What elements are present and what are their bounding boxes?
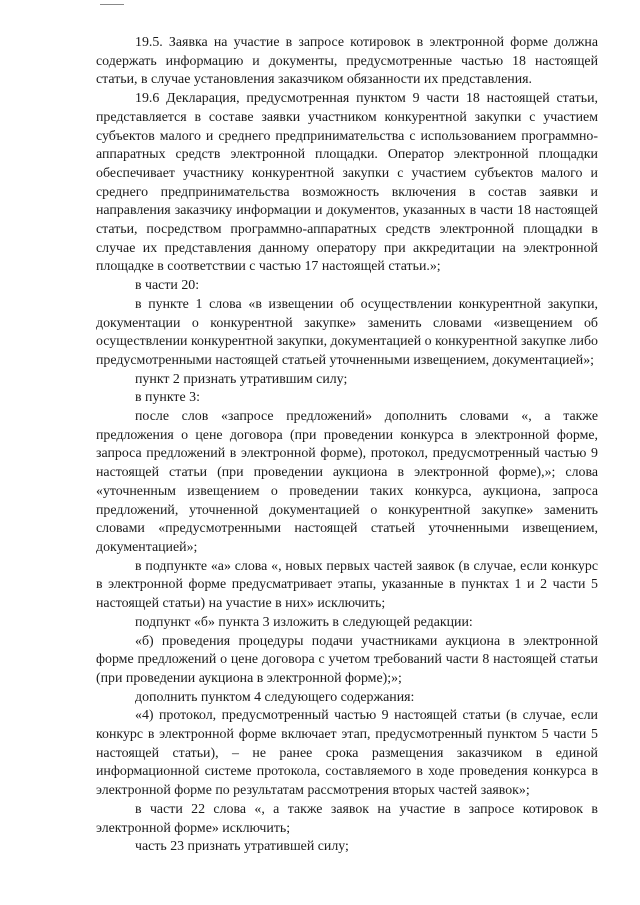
paragraph-19-5: 19.5. Заявка на участие в запросе котировок в электронной форме должна содержать информацию и документы, предусмотренные частью 18 настоящей статьи, в случае установления заказчиком обязанности их представления. [96, 35, 598, 88]
paragraph-item-4-text: «4) протокол, предусмотренный частью 9 настоящей статьи (в случае, если конкурс в электронной форме включает этап, предусмотренный пунктом 5 части 5 настоящей статьи), – не ранее срока размещения заказчиком в единой информационной системе протокола, составляемого в ходе проведения конкурса в электронной форме по результатам рассмотрения вторых частей заявок»; [96, 708, 598, 799]
paragraph-item-2: пункт 2 признать утратившим силу; [135, 371, 348, 387]
paragraph-part-20: в части 20: [135, 278, 200, 294]
paragraph-subitem-b-text: «б) проведения процедуры подачи участниками аукциона в электронной форме предложений о цене договора с учетом требований части 8 настоящей статьи (при проведении аукциона в электронной форме);»; [96, 633, 598, 686]
scan-mark [100, 4, 124, 5]
document-page [96, 34, 598, 857]
paragraph-item-1: в пункте 1 слова «в извещении об осуществлении конкурентной закупки, документации о конкурентной закупке» заменить словами «извещением об осуществлении конкурентной закупки, документацией о конкурентной закупке либо предусмотренными настоящей статьей уточненными извещением, документацией»; [96, 296, 598, 368]
paragraph-item-3: в пункте 3: [135, 390, 200, 406]
paragraph-subitem-b-intro: подпункт «б» пункта 3 изложить в следующей редакции: [135, 614, 473, 630]
paragraph-after-words: после слов «запросе предложений» дополнить словами «, а также предложения о цене договора (при проведении конкурса в электронной форме, запроса предложений в электронной форме), протокол, предусмотренный частью 9 настоящей статьи (при проведении аукциона в электронной форме),»; слова «уточненным извещением о проведении таких конкурса, аукциона, запроса предложений, уточненной документацией о конкурентной закупке» заменить словами «предусмотренными настоящей статьей уточненными извещением, документацией»; [96, 409, 598, 555]
paragraph-part-23: часть 23 признать утратившей силу; [135, 839, 349, 855]
paragraph-19-6: 19.6 Декларация, предусмотренная пунктом 9 части 18 настоящей статьи, представляется в составе заявки участником конкурентной закупки с участием субъектов малого и среднего предпринимательства с использованием программно-аппаратных средств электронной площадки. Оператор электронной площадки обеспечивает участнику конкурентной закупки с участием субъектов малого и среднего предпринимательства возможность включения в состав заявки и направления заказчику информации и документов, указанных в части 18 настоящей статьи, посредством программно-аппаратных средств электронной площадки в случае их представления данному оператору при аккредитации на электронной площадке в соответствии с частью 17 настоящей статьи.»; [96, 91, 598, 275]
paragraph-part-22: в части 22 слова «, а также заявок на участие в запросе котировок в электронной форме» исключить; [96, 801, 598, 836]
paragraph-add-item-4: дополнить пунктом 4 следующего содержания: [135, 689, 415, 705]
paragraph-subitem-a: в подпункте «а» слова «, новых первых частей заявок (в случае, если конкурс в электронной форме предусматривает этапы, указанные в пунктах 1 и 2 части 5 настоящей статьи) на участие в них» исключить; [96, 558, 598, 612]
